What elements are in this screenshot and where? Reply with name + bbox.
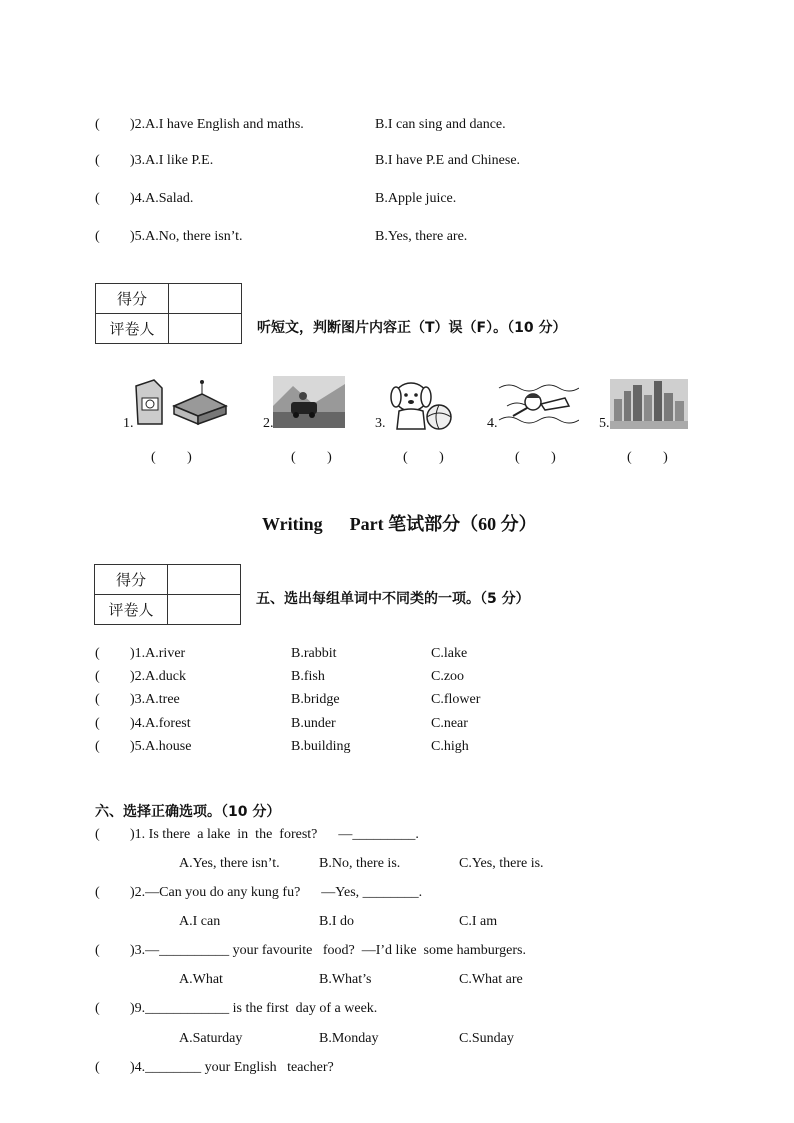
option-a: )3.A.I like P.E. [130, 153, 214, 168]
option-a: )5.A.No, there isn’t. [130, 229, 243, 244]
option-a: )4.A.forest [130, 716, 191, 731]
option-b: B.rabbit [291, 646, 337, 661]
option-b: B.What’s [319, 972, 372, 987]
answer-paren[interactable]: ( [95, 669, 100, 684]
section-title: 五、选出每组单词中不同类的一项。（5 分） [256, 591, 530, 607]
option-c: C.near [431, 716, 468, 731]
answer-paren[interactable]: ( ) [627, 450, 682, 465]
option-b: B.I can sing and dance. [375, 117, 506, 132]
answer-paren[interactable]: ( [95, 692, 100, 707]
option-c: C.lake [431, 646, 468, 661]
score-box [95, 283, 242, 344]
question-text: )4.________ your English teacher? [130, 1060, 334, 1075]
option-b: B.fish [291, 669, 325, 684]
answer-paren[interactable]: ( [95, 1001, 100, 1016]
option-c: C.Sunday [459, 1031, 514, 1046]
answer-paren[interactable]: ( [95, 191, 100, 206]
section-title: 六、选择正确选项。（10 分） [95, 804, 281, 820]
option-a: )4.A.Salad. [130, 191, 194, 206]
option-c: C.zoo [431, 669, 465, 684]
answer-paren[interactable]: ( ) [403, 450, 458, 465]
option-a: )2.A.I have English and maths. [130, 117, 304, 132]
score-box [94, 564, 241, 625]
question-text: )1. Is there a lake in the forest? —_________. [130, 827, 419, 842]
answer-paren[interactable]: ( [95, 646, 100, 661]
option-b: B.I have P.E and Chinese. [375, 153, 521, 168]
option-a: A.Yes, there isn’t. [179, 856, 280, 871]
score-label: 得分 [96, 284, 169, 314]
score-field[interactable] [169, 284, 242, 314]
answer-paren[interactable]: ( [95, 229, 100, 244]
option-c: C.Yes, there is. [459, 856, 544, 871]
grader-field[interactable] [168, 595, 241, 625]
option-a: )5.A.house [130, 739, 192, 754]
picture-number: 4. [487, 416, 498, 431]
option-c: C.high [431, 739, 469, 754]
score-label: 得分 [95, 565, 168, 595]
answer-paren[interactable]: ( [95, 885, 100, 900]
picture-number: 5. [599, 416, 610, 431]
city-skyline-icon [610, 379, 688, 429]
option-a: )3.A.tree [130, 692, 180, 707]
answer-paren[interactable]: ( [95, 117, 100, 132]
option-c: C.I am [459, 914, 498, 929]
swimming-boy-icon [497, 376, 579, 432]
answer-paren[interactable]: ( [95, 716, 100, 731]
answer-paren[interactable]: ( ) [515, 450, 570, 465]
picture-number: 3. [375, 416, 386, 431]
option-a: )1.A.river [130, 646, 186, 661]
answer-paren[interactable]: ( [95, 1060, 100, 1075]
option-a: A.I can [179, 914, 221, 929]
answer-paren[interactable]: ( [95, 739, 100, 754]
option-b: B.Yes, there are. [375, 229, 468, 244]
option-b: B.No, there is. [319, 856, 401, 871]
answer-paren[interactable]: ( [95, 827, 100, 842]
option-b: B.Apple juice. [375, 191, 457, 206]
option-b: B.building [291, 739, 351, 754]
option-a: A.What [179, 972, 223, 987]
option-b: B.I do [319, 914, 354, 929]
writing-part-title: Writing Part 笔试部分（60 分） [262, 514, 537, 534]
option-a: A.Saturday [179, 1031, 243, 1046]
dog-with-ball-icon [387, 373, 453, 433]
option-c: C.flower [431, 692, 481, 707]
option-b: B.bridge [291, 692, 340, 707]
milk-and-sandwich-icon [132, 376, 232, 428]
question-text: )2.—Can you do any kung fu? —Yes, ________. [130, 885, 423, 900]
option-c: C.What are [459, 972, 523, 987]
picture-number: 1. [123, 416, 134, 431]
grader-label: 评卷人 [95, 595, 168, 625]
question-text: )3.—__________ your favourite food? —I’d like some hamburgers. [130, 943, 526, 958]
grader-field[interactable] [169, 314, 242, 344]
score-field[interactable] [168, 565, 241, 595]
section-title: 听短文，判断图片内容正（T）误（F）。（10 分） [257, 320, 567, 336]
picture-number: 2. [263, 416, 274, 431]
car-road-icon [273, 376, 345, 428]
answer-paren[interactable]: ( [95, 153, 100, 168]
option-b: B.under [291, 716, 336, 731]
option-a: )2.A.duck [130, 669, 186, 684]
option-b: B.Monday [319, 1031, 379, 1046]
answer-paren[interactable]: ( ) [291, 450, 346, 465]
answer-paren[interactable]: ( [95, 943, 100, 958]
question-text: )9.____________ is the first day of a week. [130, 1001, 378, 1016]
grader-label: 评卷人 [96, 314, 169, 344]
answer-paren[interactable]: ( ) [151, 450, 206, 465]
